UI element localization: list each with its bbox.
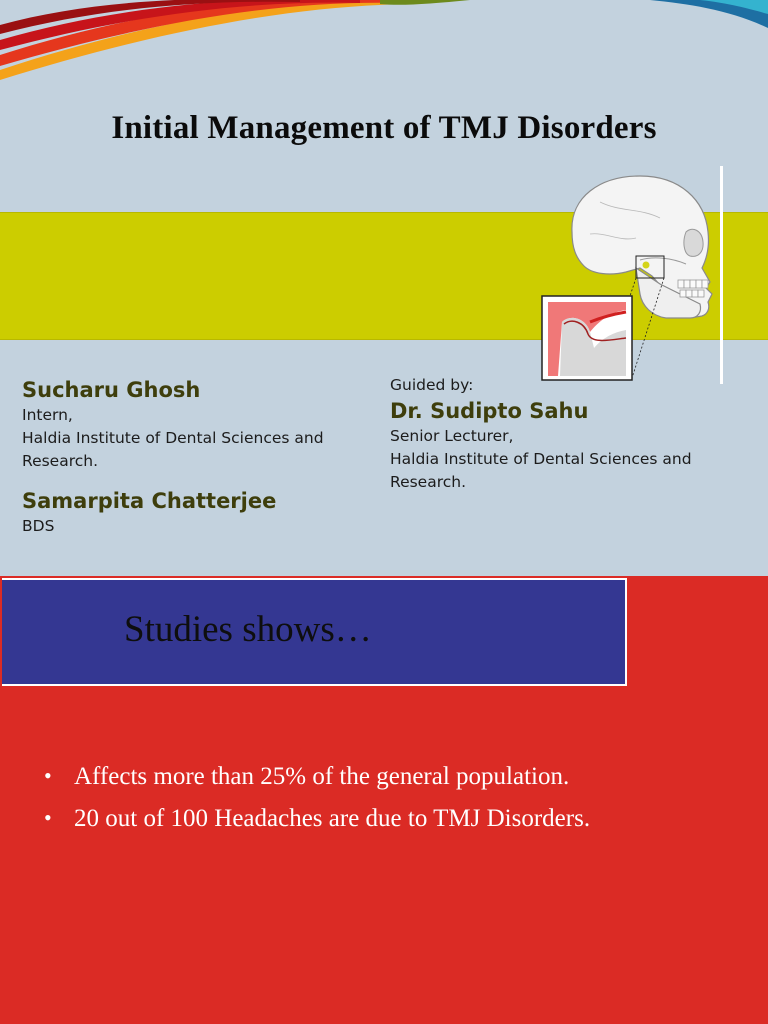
- guided-by-label: Guided by:: [390, 376, 474, 394]
- slide-heading: Studies shows…: [124, 609, 372, 650]
- bullet-item: • Affects more than 25% of the general population.: [42, 756, 590, 798]
- bullet-list: [42, 756, 590, 840]
- bullet-item: • 20 out of 100 Headaches are due to TMJ Disorders.: [42, 798, 590, 840]
- author-detail: BDS: [22, 517, 55, 535]
- authors-column: [22, 376, 387, 538]
- guide-detail: Research.: [390, 473, 467, 491]
- author-name: Samarpita Chatterjee: [22, 489, 277, 513]
- divider-line: [720, 166, 723, 384]
- heading-box: [2, 578, 627, 686]
- skull-tmj-illustration: [540, 172, 720, 384]
- guide-detail: Haldia Institute of Dental Sciences and: [390, 450, 692, 468]
- guide-name: Dr. Sudipto Sahu: [390, 399, 589, 423]
- guide-column: [390, 374, 760, 494]
- author-detail: Intern,: [22, 406, 73, 424]
- slide-title: Initial Management of TMJ Disorders: [111, 110, 657, 146]
- content-slide: [0, 576, 768, 1024]
- author-detail: Research.: [22, 452, 99, 470]
- author-detail: Haldia Institute of Dental Sciences and: [22, 429, 324, 447]
- decorative-ribbons: [0, 0, 768, 90]
- guide-detail: Senior Lecturer,: [390, 427, 514, 445]
- author-name: Sucharu Ghosh: [22, 378, 201, 402]
